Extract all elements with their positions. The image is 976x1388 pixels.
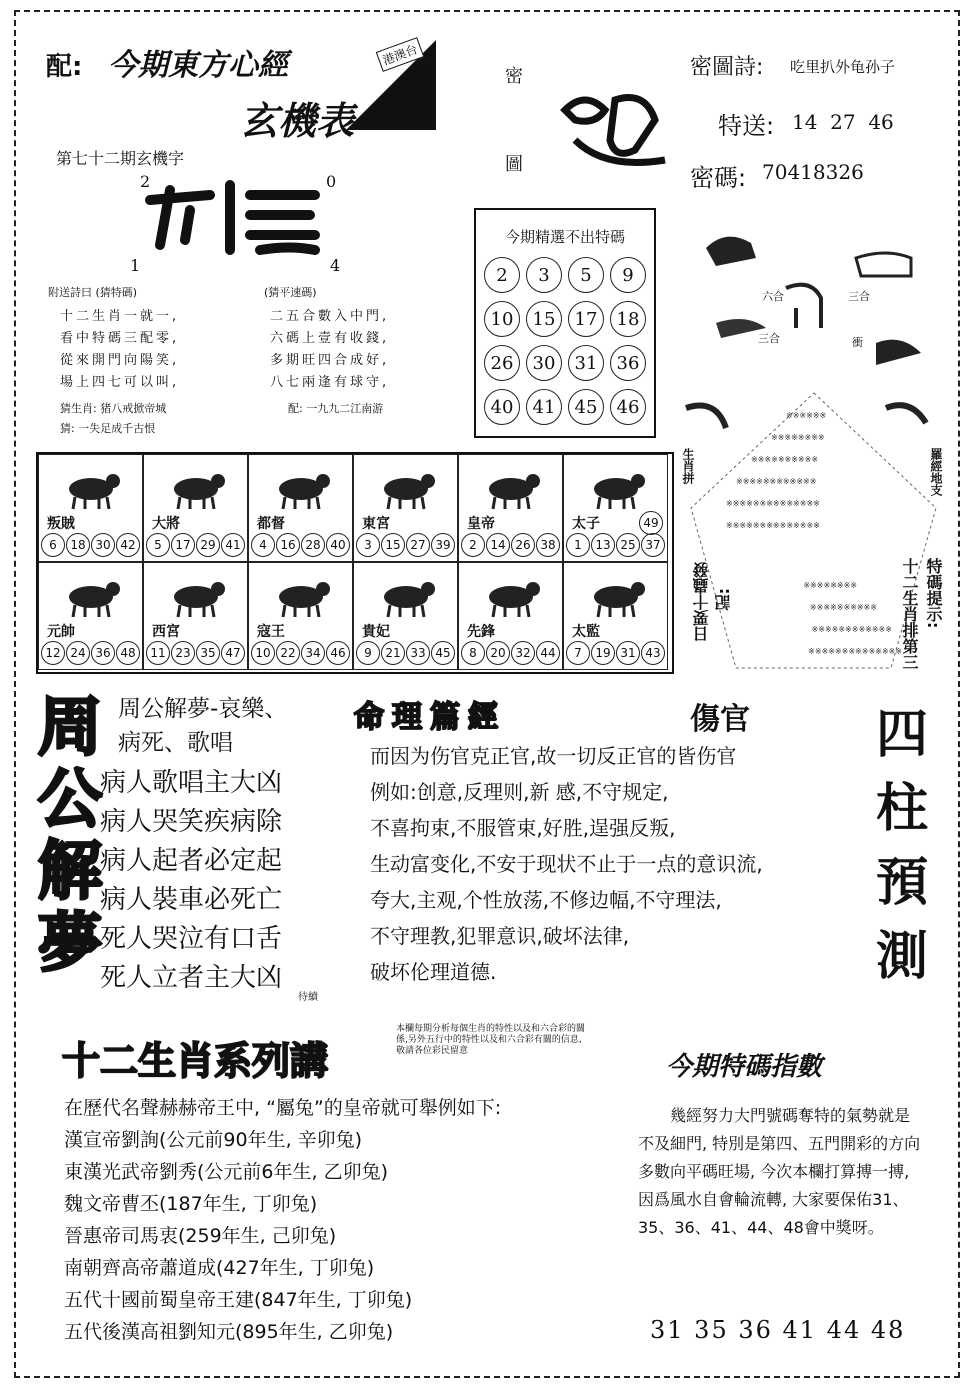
zodiac-number: 6 xyxy=(41,533,65,557)
zodiac-number: 8 xyxy=(461,641,485,665)
zodiac-numbers xyxy=(566,641,665,665)
zodiac-number: 19 xyxy=(591,641,615,665)
zodiac-cell xyxy=(248,562,353,670)
zodiac-relation-panel xyxy=(676,218,952,688)
zodiac-number: 10 xyxy=(251,641,275,665)
zodiac-number: 43 xyxy=(641,641,665,665)
footer-right: 配: 一九九二江南游 xyxy=(288,402,384,415)
zodiac-numbers xyxy=(356,533,455,557)
zodiac-name: 皇帝 xyxy=(467,516,495,532)
zodiac-numbers xyxy=(356,641,455,665)
svg-text:※※※※※※※※※※: ※※※※※※※※※※ xyxy=(751,455,819,464)
select-number: 30 xyxy=(526,345,562,381)
rabbit-icon xyxy=(376,465,438,511)
zodiac-cell xyxy=(458,562,563,670)
zodiac-number: 41 xyxy=(221,533,245,557)
secret-small-label: 密 xyxy=(505,66,523,87)
svg-text:※※※※※※※※: ※※※※※※※※ xyxy=(803,580,857,589)
poem-right: 二五合數入中門, 六碼上壹有收錢, 多期旺四合成好, 八七兩逢有球守, xyxy=(270,309,390,390)
zodiac-number: 37 xyxy=(641,533,665,557)
select-box xyxy=(474,208,656,438)
zodiac-number: 7 xyxy=(566,641,590,665)
zodiac-numbers xyxy=(461,641,560,665)
fortune-lines: 而因为伤官克正官,故一切反正官的皆伤官 例如:创意,反理则,新 感,不守规定, 不喜拘束,不服管束,好胜,逞强反叛, 生动富变化,不安于现状不止于一点的意识流, 夸大,主观,个性放荡,不修边幅,不守理法, 不守理教,犯罪意识,破坏法律, 破坏伦理道德. xyxy=(370,744,763,984)
horse-icon xyxy=(61,573,123,619)
rooster-icon xyxy=(376,573,438,619)
select-number: 17 xyxy=(568,301,604,337)
zodiac-cell xyxy=(38,454,143,562)
zodiac-cell xyxy=(563,454,668,562)
svg-text:※※※※※※: ※※※※※※ xyxy=(786,411,827,420)
zodiac-name: 東宮 xyxy=(362,516,390,532)
zodiac-number: 39 xyxy=(431,533,455,557)
mystery-digit-3: 1 xyxy=(130,256,141,275)
liuhe-label: 六合 xyxy=(762,290,784,303)
mystery-digit-4: 4 xyxy=(330,256,341,275)
zodiac-numbers xyxy=(146,533,245,557)
index-title: 今期特碼指數 xyxy=(666,1052,823,1082)
sanhe-label: 三合 xyxy=(848,290,870,303)
svg-text:※※※※※※※※※※※※: ※※※※※※※※※※※※ xyxy=(811,624,892,633)
goat-icon xyxy=(166,573,228,619)
zodiac-grid xyxy=(36,452,674,674)
mystery-character-graphic xyxy=(140,180,320,255)
zodiac-number: 44 xyxy=(536,641,560,665)
zodiac-number: 11 xyxy=(146,641,170,665)
zodiac-number: 47 xyxy=(221,641,245,665)
zodiac-name: 太監 xyxy=(572,624,600,640)
zodiac-extra-number: 49 xyxy=(639,511,663,535)
zodiac-cell xyxy=(353,562,458,670)
zodiac-number: 35 xyxy=(196,641,220,665)
zodiac-number: 46 xyxy=(326,641,350,665)
zodiac-number: 40 xyxy=(326,533,350,557)
select-number: 2 xyxy=(484,257,520,293)
zodiac-cell xyxy=(458,454,563,562)
svg-text:※※※※※※※※※※※※※※: ※※※※※※※※※※※※※※ xyxy=(726,521,820,530)
zodiac-number: 48 xyxy=(116,641,140,665)
header-subtitle: 玄機表 xyxy=(240,99,355,143)
poem-label: 密圖詩: xyxy=(690,55,764,80)
poem-text: 吃里扒外龟孙子 xyxy=(790,58,896,76)
svg-text:※※※※※※※※※※※※※※: ※※※※※※※※※※※※※※ xyxy=(808,646,902,655)
bottom-label-2: 記: xyxy=(714,588,733,611)
dream-lines: 病人歌唱主大凶 病人哭笑疾病除 病人起者必定起 病人裝車必死亡 死人哭泣有口舌 死人立者主大凶 xyxy=(100,768,283,993)
footer-left1: 猜生肖: 猪八戒掀帝城 xyxy=(60,402,167,415)
mystery-digit-1: 2 xyxy=(140,172,151,191)
side-left-label: 生肖拼 xyxy=(681,448,695,484)
code-value: 70418326 xyxy=(762,160,864,184)
zodiac-name: 叛賊 xyxy=(47,516,75,532)
bottom-label-1: 日要十蟲發 xyxy=(692,562,711,642)
select-number: 31 xyxy=(568,345,604,381)
zodiac-number: 15 xyxy=(381,533,405,557)
select-number: 15 xyxy=(526,301,562,337)
index-numbers: 31 35 36 41 44 48 xyxy=(650,1316,906,1344)
zodiac-number: 24 xyxy=(66,641,90,665)
zodiac-number: 21 xyxy=(381,641,405,665)
zodiac-number: 25 xyxy=(616,533,640,557)
select-number: 3 xyxy=(526,257,562,293)
dream-big-label: 周 公 解 夢 xyxy=(38,691,102,981)
zodiac-number: 20 xyxy=(486,641,510,665)
pair-title: 今期東方心經 xyxy=(108,48,288,83)
zodiac-series-list: 在歷代名聲赫赫帝王中, “屬兔”的皇帝就可舉例如下: 漢宣帝劉詢(公元前90年生, 辛卯兔) 東漢光武帝劉秀(公元前6年生, 乙卯兔) 魏文帝曹丕(187年生, 丁卯兔) 晉惠帝司馬衷(259年生, 己卯兔) 南朝齊高帝蕭道成(427年生, 丁卯兔) 五代十國前蜀皇帝王建(847年生, 丁卯兔) 五代後漢高祖劉知元(895年生, 乙卯兔) xyxy=(64,1097,502,1343)
fortune-banner: 命理篇經 xyxy=(354,700,506,735)
zodiac-series-banner: 十二生肖系列講 xyxy=(62,1039,329,1083)
select-number: 46 xyxy=(610,389,646,425)
tiger-icon xyxy=(271,465,333,511)
ox-icon xyxy=(166,465,228,511)
zodiac-number: 45 xyxy=(431,641,455,665)
select-number: 26 xyxy=(484,345,520,381)
bottom-label-4: 特碼提示: xyxy=(924,558,943,629)
zodiac-name: 都督 xyxy=(257,516,285,532)
zodiac-name: 先鋒 xyxy=(467,624,495,640)
zodiac-numbers xyxy=(251,533,350,557)
select-number: 36 xyxy=(610,345,646,381)
dragon-icon xyxy=(481,465,543,511)
zodiac-cell xyxy=(38,562,143,670)
monkey-icon xyxy=(271,573,333,619)
select-number: 40 xyxy=(484,389,520,425)
zodiac-number: 4 xyxy=(251,533,275,557)
zodiac-number: 36 xyxy=(91,641,115,665)
select-number: 41 xyxy=(526,389,562,425)
stamp-label: 港澳台 xyxy=(376,37,425,72)
zodiac-numbers xyxy=(41,533,140,557)
zodiac-number: 18 xyxy=(66,533,90,557)
zodiac-cell xyxy=(143,454,248,562)
zodiac-number: 5 xyxy=(146,533,170,557)
sanhe-label-2: 三合 xyxy=(758,332,780,345)
zodiac-number: 29 xyxy=(196,533,220,557)
svg-text:※※※※※※※※※※※※※※: ※※※※※※※※※※※※※※ xyxy=(726,499,820,508)
zodiac-number: 14 xyxy=(486,533,510,557)
index-text: 幾經努力大門號碼奪特的氣勢就是不及細門, 特別是第四、五門開彩的方向多數向平碼旺場, 今次本欄打算搏一搏, 因爲風水自會輪流轉, 大家要保佑31、35、36、41、44、48會中獎呀。 xyxy=(638,1106,921,1237)
zodiac-number: 27 xyxy=(406,533,430,557)
zodiac-number: 2 xyxy=(461,533,485,557)
zodiac-number: 32 xyxy=(511,641,535,665)
dog-icon xyxy=(481,573,543,619)
rat-icon xyxy=(61,465,123,511)
zodiac-name: 元帥 xyxy=(47,624,75,640)
svg-text:※※※※※※※※※※: ※※※※※※※※※※ xyxy=(809,602,877,611)
pair-label: 配: xyxy=(46,52,83,82)
zodiac-number: 26 xyxy=(511,533,535,557)
special-label: 特送: xyxy=(718,112,775,140)
zodiac-name: 貴妃 xyxy=(362,624,390,640)
select-number-grid xyxy=(476,253,654,429)
secret-drawing-graphic xyxy=(555,80,680,180)
poem-note-left: 附送詩曰 (猜特碼) xyxy=(48,286,138,299)
fortune-title: 傷官 xyxy=(690,702,750,737)
zodiac-number: 9 xyxy=(356,641,380,665)
secret-small-label2: 圖 xyxy=(505,154,523,175)
zodiac-number: 31 xyxy=(616,641,640,665)
zodiac-numbers xyxy=(251,641,350,665)
zodiac-number: 28 xyxy=(301,533,325,557)
footer-left2: 猜: 一失足成千古恨 xyxy=(60,422,156,435)
zodiac-numbers xyxy=(566,533,665,557)
select-box-title: 今期精選不出特碼 xyxy=(504,228,625,246)
select-number: 9 xyxy=(610,257,646,293)
fortune-side-label: 四 柱 預 測 xyxy=(876,705,929,987)
special-numbers: 14 27 46 xyxy=(792,110,894,134)
bottom-label-3: 十二生肖排第三 xyxy=(900,558,919,670)
code-label: 密碼: xyxy=(690,164,747,192)
zodiac-cell xyxy=(353,454,458,562)
zodiac-numbers xyxy=(41,641,140,665)
poem-left: 十二生肖一就一, 看中特碼三配零, 從來開門向陽笑, 場上四七可以叫, xyxy=(60,309,180,390)
zodiac-number: 12 xyxy=(41,641,65,665)
zodiac-name: 大將 xyxy=(152,516,180,532)
zodiac-name: 太子 xyxy=(572,516,600,532)
zodiac-number: 1 xyxy=(566,533,590,557)
zodiac-number: 22 xyxy=(276,641,300,665)
zodiac-numbers xyxy=(146,641,245,665)
zodiac-number: 30 xyxy=(91,533,115,557)
select-number: 45 xyxy=(568,389,604,425)
zodiac-number: 38 xyxy=(536,533,560,557)
zodiac-cell xyxy=(563,562,668,670)
mystery-digit-2: 0 xyxy=(326,172,337,191)
zodiac-number: 23 xyxy=(171,641,195,665)
svg-text:※※※※※※※※: ※※※※※※※※ xyxy=(771,433,825,442)
dream-more: 待續 xyxy=(298,992,318,1003)
zodiac-number: 16 xyxy=(276,533,300,557)
svg-text:※※※※※※※※※※※※: ※※※※※※※※※※※※ xyxy=(736,477,817,486)
pig-icon xyxy=(586,573,648,619)
zodiac-cell xyxy=(248,454,353,562)
mystery-title: 第七十二期玄機字 xyxy=(56,149,185,168)
zodiac-number: 13 xyxy=(591,533,615,557)
chong-label: 衝 xyxy=(852,336,863,349)
zodiac-name: 寇王 xyxy=(257,624,285,640)
zodiac-cell xyxy=(143,562,248,670)
zodiac-number: 34 xyxy=(301,641,325,665)
dream-heading: 周公解夢-哀樂、 病死、歌唱 xyxy=(118,696,288,756)
zodiac-number: 17 xyxy=(171,533,195,557)
zodiac-number: 33 xyxy=(406,641,430,665)
zodiac-name: 西宮 xyxy=(152,624,180,640)
zodiac-number: 3 xyxy=(356,533,380,557)
select-number: 5 xyxy=(568,257,604,293)
select-number: 10 xyxy=(484,301,520,337)
snake-icon xyxy=(586,465,648,511)
side-right-label: 羅經地支 xyxy=(929,448,943,496)
poem-note-right: (猜平速碼) xyxy=(264,286,317,299)
zodiac-series-note: 本欄每期分析每個生肖的特性以及和六合彩的關係,另外五行中的特性以及和六合彩有關的信息,敬請各位彩民留意 xyxy=(396,1024,586,1056)
zodiac-number: 42 xyxy=(116,533,140,557)
zodiac-numbers xyxy=(461,533,560,557)
select-number: 18 xyxy=(610,301,646,337)
